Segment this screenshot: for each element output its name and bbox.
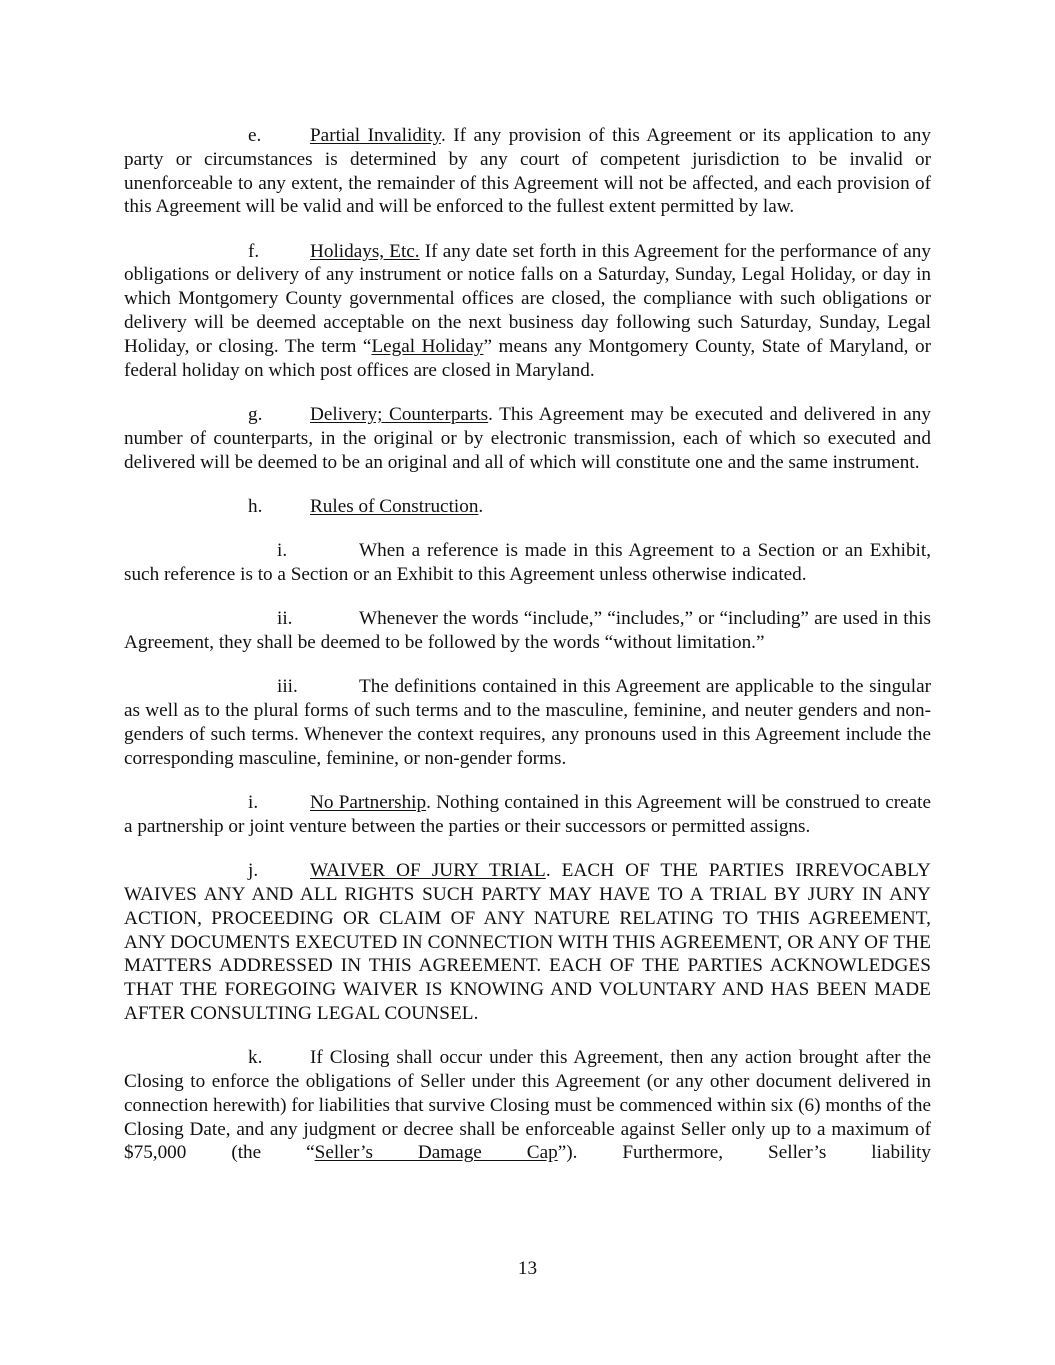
section-body: If any date set forth in this Agreement for the performance of any obligations or delivery of any instrument or notice falls on a Saturday, Sunday, Legal Holiday, or day in which Montgomery County governmental offices are closed, the compliance with such obligations or delivery will be deemed acceptable on the next business day following such Saturday, Sunday, Legal Holiday, or closing. The term “ [124, 240, 931, 357]
subsection-body: The definitions contained in this Agreement are applicable to the singular as well as to the plural forms of such terms and to the masculine, feminine, and neuter genders and non-genders of such terms. Whenever the context requires, any pronouns used in this Agreement include the corresponding masculine, feminine, or non-gender forms. [124, 676, 931, 769]
subsection-h-i [124, 539, 931, 587]
section-heading: Partial Invalidity [310, 125, 441, 146]
section-i-no-partnership [124, 791, 931, 839]
section-label: i. [248, 792, 259, 814]
subsection-body: When a reference is made in this Agreement to a Section or an Exhibit, such reference is to a Section or an Exhibit to this Agreement unless otherwise indicated. [124, 540, 931, 585]
subsection-label: ii. [277, 608, 293, 630]
section-j-waiver-of-jury-trial [124, 859, 931, 1026]
defined-term: Legal Holiday [371, 335, 484, 357]
section-body-continued: ”). Furthermore, Seller’s liability [557, 1142, 931, 1164]
section-body-continued: ” means any Montgomery County, State of Maryland, or federal holiday on which post offices are closed in Maryland. [124, 335, 932, 381]
section-e-partial-invalidity [124, 124, 931, 219]
subsection-body: Whenever the words “include,” “includes,” or “including” are used in this Agreement, they shall be deemed to be followed by the words “without limitation.” [124, 608, 931, 654]
page-number: 13 [517, 1258, 538, 1279]
section-label: f. [248, 240, 260, 262]
defined-term: Seller’s Damage Cap [314, 1142, 558, 1164]
section-label: j. [248, 860, 259, 882]
subsection-h-iii [124, 675, 931, 770]
section-k-post-closing-liability [124, 1046, 931, 1165]
section-heading: No Partnership [310, 792, 427, 814]
section-g-delivery-counterparts [124, 403, 931, 474]
section-body: . [478, 495, 484, 517]
section-label: g. [248, 403, 263, 425]
subsection-h-ii [124, 607, 931, 655]
section-body: If Closing shall occur under this Agreement, then any action brought after the Closing to enforce the obligations of Seller under this Agreement (or any other document delivered in connection herewith) for liabilities that survive Closing must be commenced within six (6) months of the Closing Date, and any judgment or decree shall be enforceable against Seller only up to a maximum of $75,000 (the “ [124, 1047, 931, 1164]
subsection-label: iii. [277, 676, 298, 698]
subsection-label: i. [277, 540, 288, 562]
section-label: e. [248, 125, 262, 146]
section-body: . If any provision of this Agreement or its application to any party or circumstances is determined by any court of competent jurisdiction to be invalid or unenforceable to any extent, the remainder of this Agreement will not be affected, and each provision of this Agreement will be valid and will be enforced to the fullest extent permitted by law. [124, 125, 931, 218]
section-h-rules-of-construction [124, 495, 931, 519]
section-label: k. [248, 1047, 263, 1069]
document-page [124, 124, 931, 1165]
section-body: . Nothing contained in this Agreement will be construed to create a partnership or joint venture between the parties or their successors or permitted assigns. [124, 792, 932, 837]
section-label: h. [248, 495, 263, 517]
section-heading: Holidays, Etc. [310, 240, 420, 262]
section-heading: WAIVER OF JURY TRIAL [310, 860, 546, 882]
section-heading: Delivery; Counterparts [310, 403, 489, 425]
section-heading: Rules of Construction [310, 495, 479, 517]
section-body: . This Agreement may be executed and delivered in any number of counterparts, in the original or by electronic transmission, each of which so executed and delivered will be deemed to be an original and all of which will constitute one and the same instrument. [124, 403, 931, 473]
section-f-holidays [124, 240, 931, 383]
section-body: . EACH OF THE PARTIES IRREVOCABLY WAIVES ANY AND ALL RIGHTS SUCH PARTY MAY HAVE TO A TRIAL BY JURY IN ANY ACTION, PROCEEDING OR CLAIM OF ANY NATURE RELATING TO THIS AGREEMENT, ANY DOCUMENTS EXECUTED IN CONNECTION WITH THIS AGREEMENT, OR ANY OF THE MATTERS ADDRESSED IN THIS AGREEMENT. EACH OF THE PARTIES ACKNOWLEDGES THAT THE FOREGOING WAIVER IS KNOWING AND VOLUNTARY AND HAS BEEN MADE AFTER CONSULTING LEGAL COUNSEL. [124, 860, 931, 1024]
